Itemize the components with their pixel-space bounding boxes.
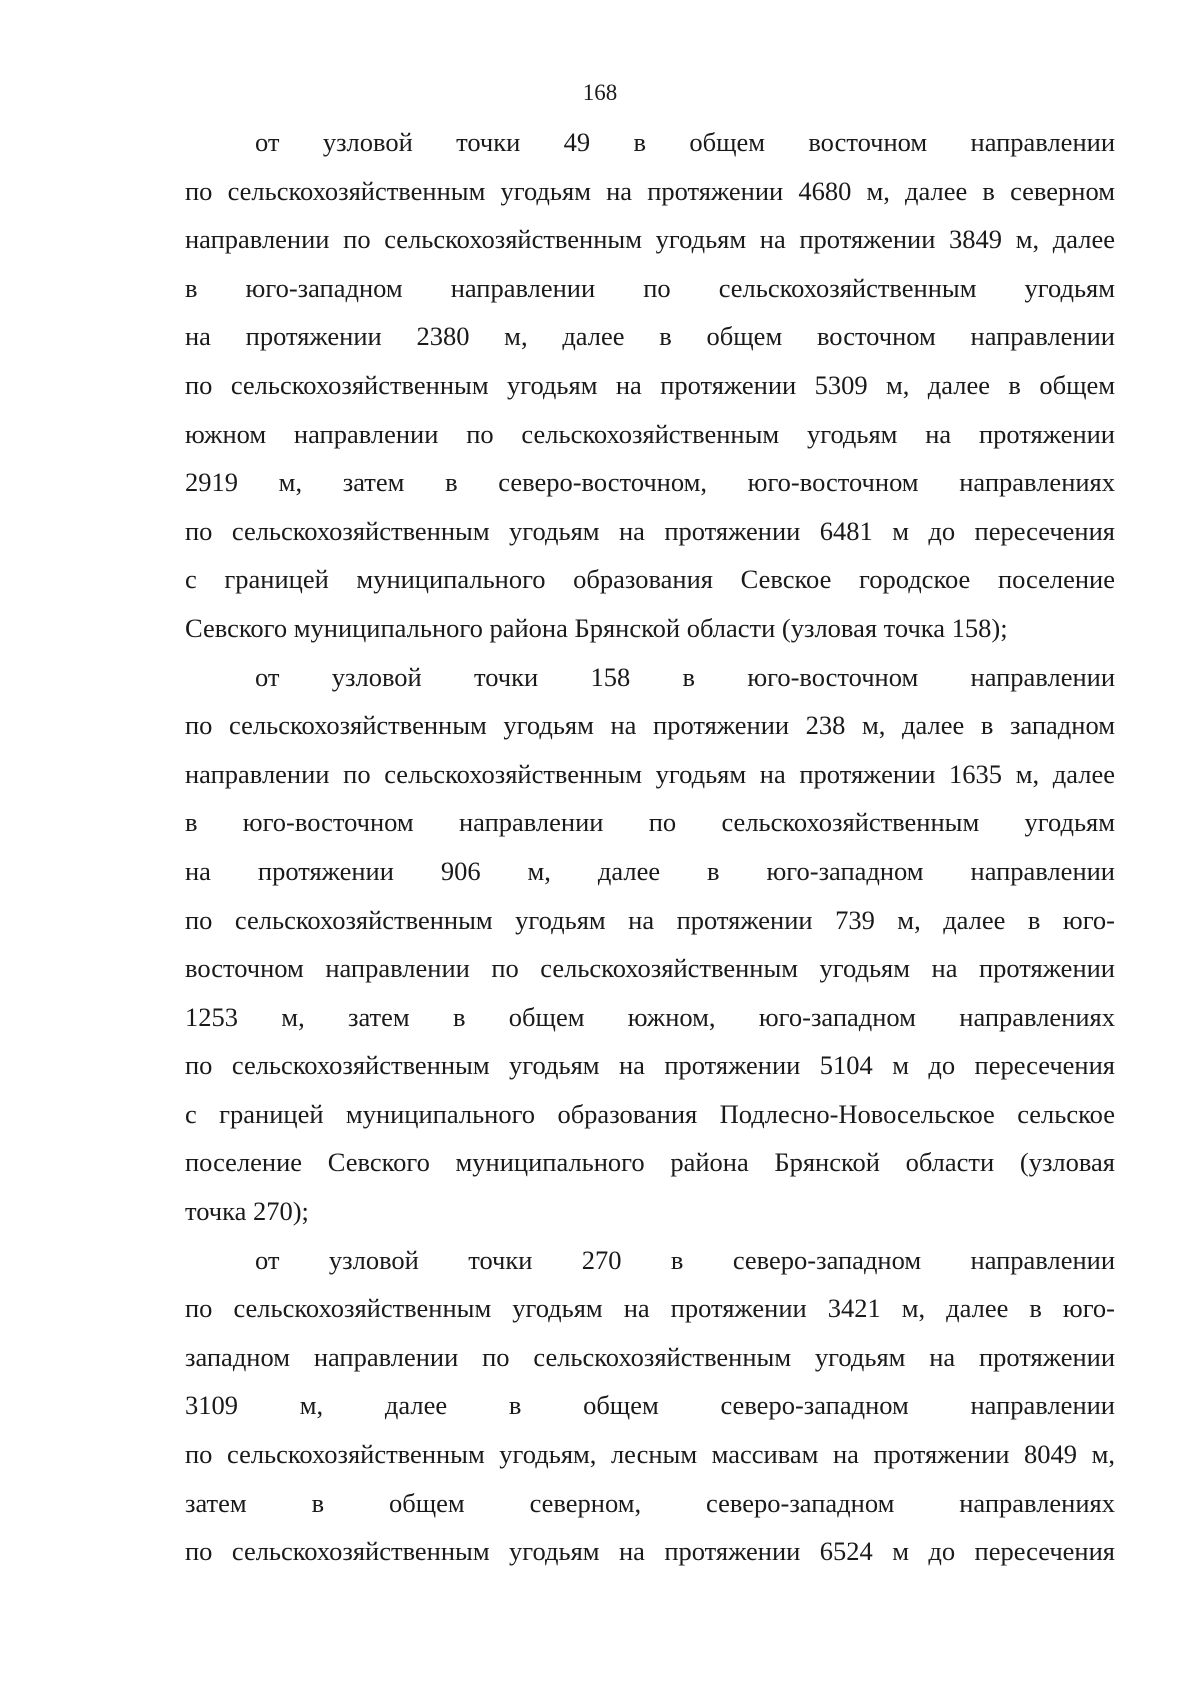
paragraph-line: на протяжении 906 м, далее в юго-западном направлении: [185, 855, 1115, 886]
paragraph-line: по сельскохозяйственным угодьям на протяжении 6481 м до пересечения: [185, 515, 1115, 546]
paragraph-line: 2919 м, затем в северо-восточном, юго-восточном направлениях: [185, 467, 1115, 498]
paragraph-line: по сельскохозяйственным угодьям на протяжении 739 м, далее в юго-: [185, 904, 1115, 935]
paragraph-line: Севского муниципального района Брянской области (узловая точка 158);: [185, 612, 1008, 643]
paragraph-line: на протяжении 2380 м, далее в общем восточном направлении: [185, 321, 1115, 352]
paragraph-line: по сельскохозяйственным угодьям на протяжении 238 м, далее в западном: [185, 710, 1115, 741]
paragraph-2: [185, 653, 1115, 1236]
paragraph-3: [185, 1236, 1115, 1576]
paragraph-line: от узловой точки 49 в общем восточном направлении: [255, 127, 1115, 157]
paragraph-line: направлении по сельскохозяйственным угодьям на протяжении 3849 м, далее: [185, 224, 1115, 255]
paragraph-line: западном направлении по сельскохозяйственным угодьям на протяжении: [185, 1341, 1115, 1372]
paragraph-line: 3109 м, далее в общем северо-западном направлении: [185, 1390, 1115, 1421]
paragraph-line: 1253 м, затем в общем южном, юго-западном направлениях: [185, 1001, 1115, 1032]
paragraph-line: по сельскохозяйственным угодьям на протяжении 6524 м до пересечения: [185, 1536, 1115, 1567]
paragraph-line: с границей муниципального образования Севское городское поселение: [185, 564, 1115, 595]
paragraph-line: в юго-восточном направлении по сельскохозяйственным угодьям: [185, 807, 1115, 838]
paragraph-line: от узловой точки 270 в северо-западном направлении: [255, 1244, 1115, 1275]
paragraph-1: [185, 118, 1115, 653]
page-number: 168: [582, 80, 618, 105]
document-body: [185, 118, 1115, 1576]
paragraph-line: по сельскохозяйственным угодьям на протяжении 3421 м, далее в юго-: [185, 1293, 1115, 1324]
paragraph-line: от узловой точки 158 в юго-восточном направлении: [255, 661, 1115, 692]
paragraph-line: по сельскохозяйственным угодьям на протяжении 4680 м, далее в северном: [185, 175, 1115, 206]
paragraph-line: в юго-западном направлении по сельскохозяйственным угодьям: [185, 272, 1115, 303]
paragraph-line: по сельскохозяйственным угодьям на протяжении 5104 м до пересечения: [185, 1050, 1115, 1081]
paragraph-line: затем в общем северном, северо-западном направлениях: [185, 1487, 1115, 1518]
paragraph-line: по сельскохозяйственным угодьям, лесным массивам на протяжении 8049 м,: [185, 1439, 1115, 1470]
paragraph-line: направлении по сельскохозяйственным угодьям на протяжении 1635 м, далее: [185, 758, 1115, 789]
paragraph-line: южном направлении по сельскохозяйственным угодьям на протяжении: [185, 418, 1115, 449]
paragraph-line: поселение Севского муниципального района Брянской области (узловая: [185, 1147, 1115, 1178]
paragraph-line: точка 270);: [185, 1196, 309, 1227]
paragraph-line: по сельскохозяйственным угодьям на протяжении 5309 м, далее в общем: [185, 369, 1115, 400]
paragraph-line: восточном направлении по сельскохозяйственным угодьям на протяжении: [185, 953, 1115, 984]
paragraph-line: с границей муниципального образования Подлесно-Новосельское сельское: [185, 1098, 1115, 1129]
